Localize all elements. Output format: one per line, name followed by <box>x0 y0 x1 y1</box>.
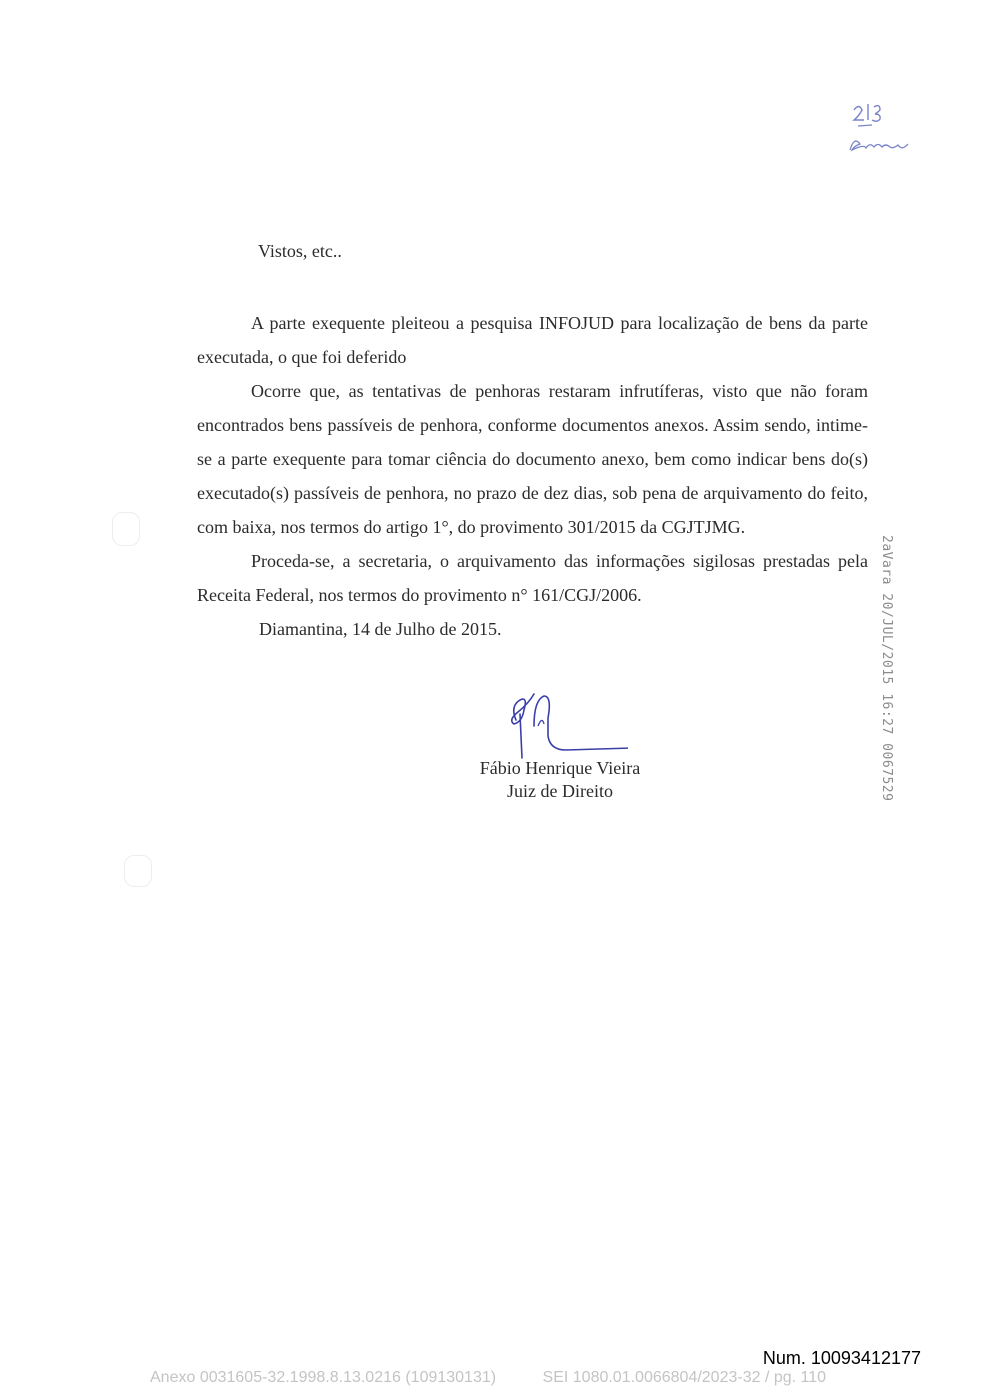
signer-block <box>440 757 680 803</box>
scan-artifact <box>124 855 152 887</box>
place-date: Diamantina, 14 de Julho de 2015. <box>259 619 502 639</box>
folio-handwritten-mark <box>842 98 922 158</box>
scan-artifact <box>112 512 140 546</box>
paragraph: A parte exequente pleiteou a pesquisa INFOJUD para localização de bens da parte executada, o que foi deferido <box>197 313 868 367</box>
annex-reference: Anexo 0031605-32.1998.8.13.0216 (109130131) <box>150 1369 497 1386</box>
signer-title: Juiz de Direito <box>507 781 613 801</box>
folio-handwriting-image <box>842 98 922 158</box>
sei-reference: SEI 1080.01.0066804/2023-32 / pg. 110 <box>542 1369 827 1386</box>
paragraph: Proceda-se, a secretaria, o arquivamento das informações sigilosas prestadas pela Receita Federal, nos termos do provimento n° 161/CGJ/2006. <box>197 551 868 605</box>
signature-image <box>498 690 628 760</box>
handwritten-signature <box>498 690 628 760</box>
greeting-line: Vistos, etc.. <box>258 241 342 261</box>
protocol-stamp: 2aVara 20/JUL/2015 16:27 0067529 <box>879 535 894 802</box>
document-number: Num. 10093412177 <box>762 1348 921 1368</box>
paragraph: Ocorre que, as tentativas de penhoras restaram infrutíferas, visto que não foram encontrados bens passíveis de penhora, conforme documentos anexos. Assim sendo, intime-se a parte exequente para tomar ciência do documento anexo, bem como indicar bens do(s) executado(s) passíveis de penhora, no prazo de dez dias, sob pena de arquivamento do feito, com baixa, nos termos do artigo 1°, do provimento 301/2015 da CGJTJMG. <box>197 381 868 537</box>
decision-body <box>197 306 868 646</box>
signer-name: Fábio Henrique Vieira <box>479 758 641 778</box>
footer-line <box>150 1369 826 1387</box>
